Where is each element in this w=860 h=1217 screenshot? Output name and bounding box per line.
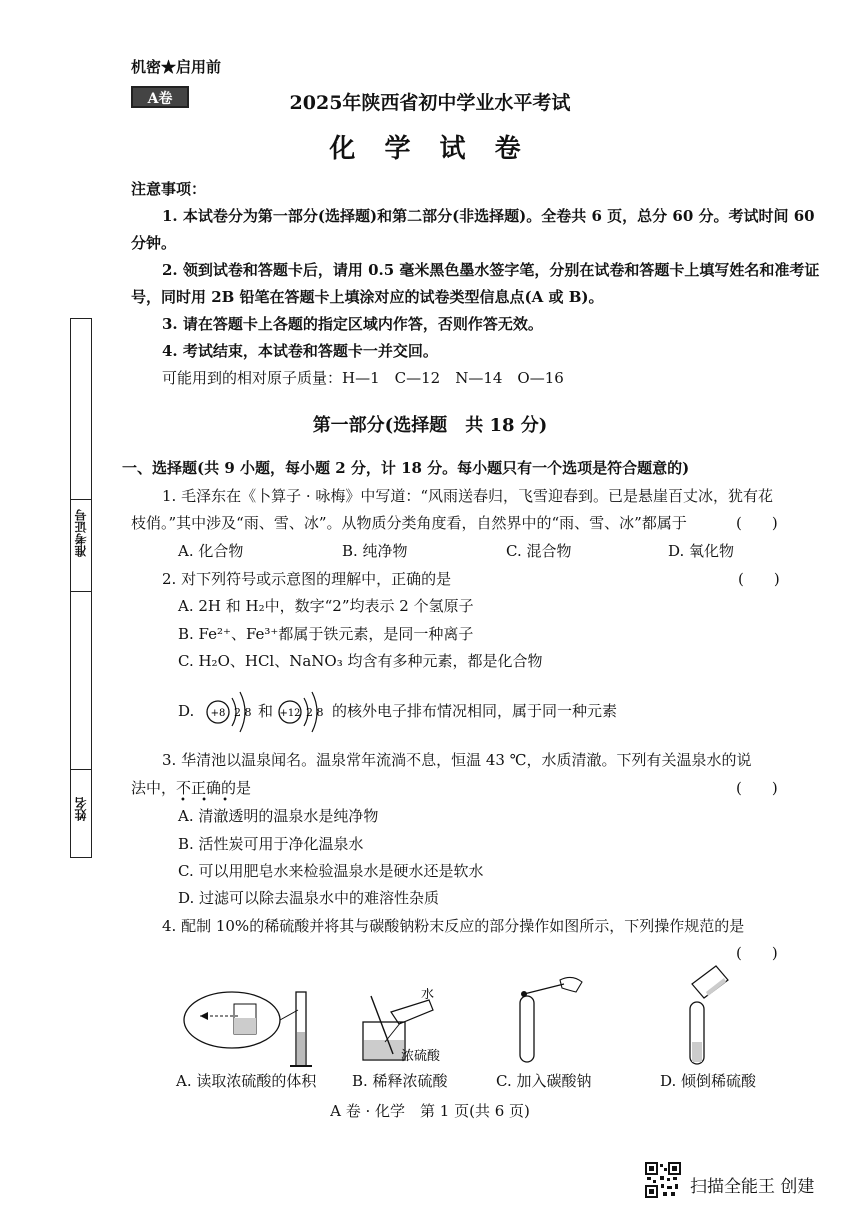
atom1-nucleus: +8 bbox=[210, 708, 226, 719]
subject-title: 化 学 试 卷 bbox=[329, 134, 531, 164]
q3-stem-line2: 法中，不正确的是 bbox=[131, 779, 252, 797]
atom1-shells: 2 8 bbox=[234, 706, 252, 719]
q3-stem-line1: 3. 华清池以温泉闻名。温泉常年流淌不息，恒温 43 ℃，水质清澈。下列有关温泉水的说 bbox=[162, 751, 752, 769]
q4-stem: 4. 配制 10%的稀硫酸并将其与碳酸钠粉末反应的部分操作如图所示，下列操作规范的是 bbox=[162, 917, 745, 935]
q2-option-c: C. H₂O、HCl、NaNO₃ 均含有多种元素，都是化合物 bbox=[178, 652, 543, 670]
label-water: 水 bbox=[421, 988, 435, 1002]
notice-item-2: 2. 领到试卷和答题卡后，请用 0.5 毫米黑色墨水签字笔，分别在试卷和答题卡上填写姓名和准考证 bbox=[162, 261, 820, 279]
atom-diagram-oxygen bbox=[207, 692, 252, 732]
figure-c-add-carbonate bbox=[510, 970, 590, 1070]
paper-type-badge: A卷 bbox=[131, 86, 189, 108]
q3-option-d: D. 过滤可以除去温泉水中的难溶性杂质 bbox=[178, 889, 440, 907]
q1-option-d: D. 氧化物 bbox=[668, 542, 735, 560]
name-label: 姓名 bbox=[74, 797, 88, 821]
q1-option-b: B. 纯净物 bbox=[342, 542, 408, 560]
notice-heading: 注意事项： bbox=[131, 180, 207, 198]
binding-divider bbox=[70, 769, 92, 770]
exam-title: 2025年陕西省初中学业水平考试 bbox=[289, 92, 571, 114]
q3-answer-bracket: ( ) bbox=[736, 779, 778, 797]
figure-a-read-cylinder bbox=[180, 982, 320, 1072]
q4-caption-b: B. 稀释浓硫酸 bbox=[352, 1072, 448, 1090]
atomic-mass-line: 可能用到的相对原子质量：H—1 C—12 N—14 O—16 bbox=[162, 369, 564, 387]
scanner-watermark: 扫描全能王 创建 bbox=[690, 1177, 815, 1197]
q4-caption-a: A. 读取浓硫酸的体积 bbox=[176, 1072, 317, 1090]
notice-item-3: 3. 请在答题卡上各题的指定区域内作答，否则作答无效。 bbox=[162, 315, 543, 333]
page-footer: A 卷 · 化学 第 1 页(共 6 页) bbox=[330, 1102, 530, 1120]
label-concentrated-acid: 浓硫酸 bbox=[401, 1049, 441, 1064]
q4-caption-d: D. 倾倒稀硫酸 bbox=[660, 1072, 757, 1090]
q3-option-c: C. 可以用肥皂水来检验温泉水是硬水还是软水 bbox=[178, 862, 484, 880]
q1-answer-bracket: ( ) bbox=[736, 514, 778, 532]
binding-divider bbox=[70, 591, 92, 592]
notice-item-4: 4. 考试结束，本试卷和答题卡一并交回。 bbox=[162, 342, 438, 360]
q4-answer-bracket: ( ) bbox=[736, 944, 778, 962]
atom2-shells: 2 8 bbox=[306, 706, 324, 719]
q2-option-d-prefix: D. bbox=[178, 702, 195, 720]
q3-option-b: B. 活性炭可用于净化温泉水 bbox=[178, 835, 364, 853]
confidential-mark: 机密★启用前 bbox=[131, 58, 222, 76]
binding-strip bbox=[70, 318, 92, 858]
figure-d-pour-acid bbox=[672, 962, 732, 1072]
notice-item-1: 1. 本试卷分为第一部分(选择题)和第二部分(非选择题)。全卷共 6 页，总分 60 分。考试时间 60 bbox=[162, 207, 815, 225]
q1-option-a: A. 化合物 bbox=[178, 542, 244, 560]
section-heading: 一、选择题(共 9 小题，每小题 2 分，计 18 分。每小题只有一个选项是符合题意的) bbox=[122, 459, 690, 477]
binding-divider bbox=[70, 499, 92, 500]
notice-item-2-cont: 号，同时用 2B 铅笔在答题卡上填涂对应的试卷类型信息点(A 或 B)。 bbox=[131, 288, 604, 306]
figure-b-dilute-acid bbox=[355, 988, 460, 1068]
q3-option-a: A. 清澈透明的温泉水是纯净物 bbox=[178, 807, 379, 825]
q4-caption-c: C. 加入碳酸钠 bbox=[496, 1072, 592, 1090]
q1-stem-line1: 1. 毛泽东在《卜算子 · 咏梅》中写道：“风雨送春归，飞雪迎春到。已是悬崖百丈冰，犹有花 bbox=[162, 487, 774, 505]
q2-option-b: B. Fe²⁺、Fe³⁺都属于铁元素，是同一种离子 bbox=[178, 625, 474, 643]
q1-stem-line2: 枝俏。”其中涉及“雨、雪、冰”。从物质分类角度看，自然界中的“雨、雪、冰”都属于 bbox=[131, 514, 687, 532]
q2-option-d-and: 和 bbox=[258, 702, 274, 720]
notice-item-1-cont: 分钟。 bbox=[131, 234, 177, 252]
q2-option-a: A. 2H 和 H₂中，数字“2”均表示 2 个氢原子 bbox=[178, 597, 474, 615]
q3-emphasis-dots: • • • bbox=[180, 795, 235, 806]
atom2-nucleus: +12 bbox=[279, 708, 301, 719]
section-title: 第一部分(选择题 共 18 分) bbox=[312, 415, 548, 436]
qr-code-icon bbox=[645, 1162, 681, 1198]
exam-number-label: 准考证号 bbox=[74, 509, 88, 557]
q2-answer-bracket: ( ) bbox=[738, 570, 780, 588]
q2-stem: 2. 对下列符号或示意图的理解中，正确的是 bbox=[162, 570, 452, 588]
q2-option-d-text: 的核外电子排布情况相同，属于同一种元素 bbox=[332, 702, 618, 720]
q1-option-c: C. 混合物 bbox=[506, 542, 572, 560]
